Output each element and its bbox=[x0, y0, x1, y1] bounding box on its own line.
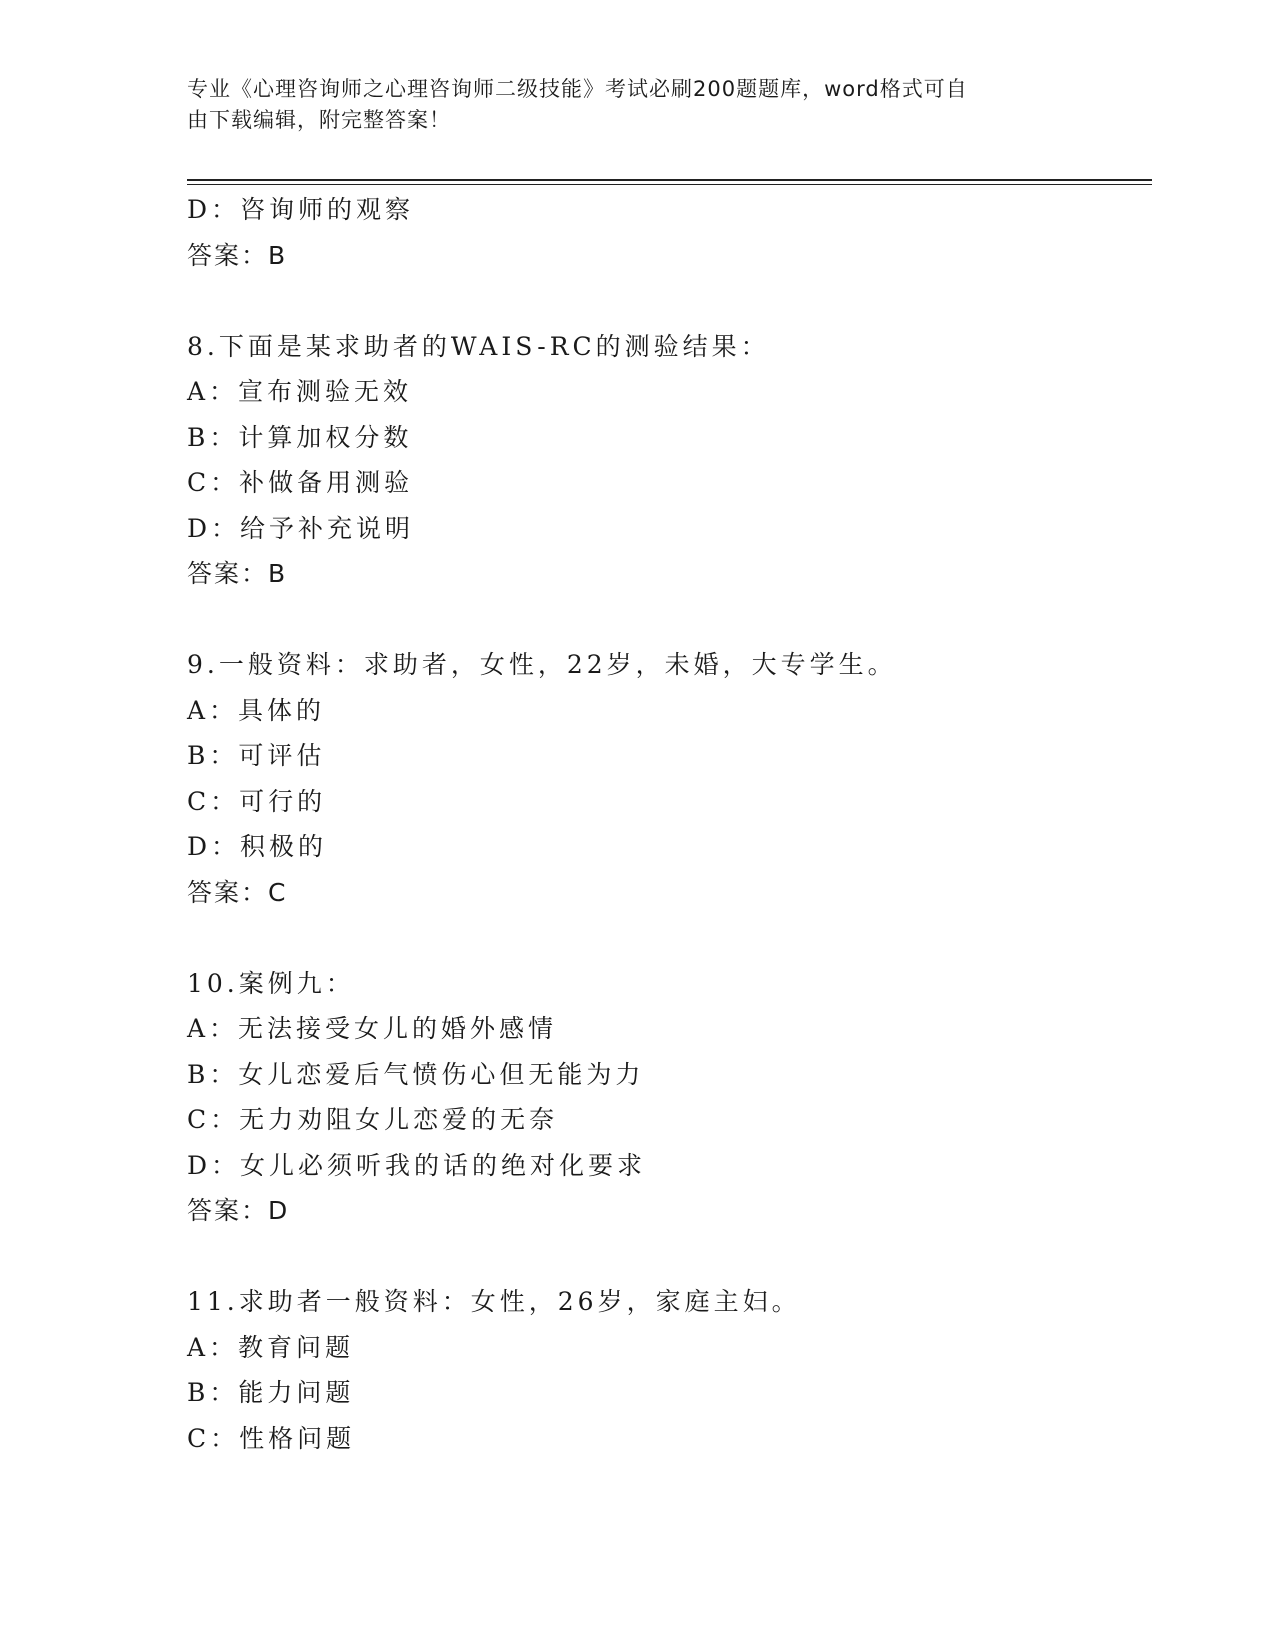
question-8-option-b: B：计算加权分数 bbox=[187, 422, 413, 452]
question-8-option-a: A：宣布测验无效 bbox=[187, 377, 413, 406]
question-8-option-d: D：给予补充说明 bbox=[187, 513, 415, 543]
question-7-answer: 答案：B bbox=[187, 240, 288, 270]
question-9-stem: 9.一般资料：求助者，女性，22岁，未婚，大专学生。 bbox=[187, 650, 897, 679]
question-8-option-c: C：补做备用测验 bbox=[187, 468, 414, 497]
spacer bbox=[187, 1234, 1147, 1280]
spacer bbox=[187, 915, 1147, 961]
question-9-option-b: B：可评估 bbox=[187, 741, 326, 770]
spacer bbox=[187, 278, 1147, 324]
header-line-1: 专业《心理咨询师之心理咨询师二级技能》考试必刷200题题库，word格式可自 bbox=[187, 77, 968, 101]
question-10-answer: 答案：D bbox=[187, 1196, 290, 1225]
question-10-option-a: A：无法接受女儿的婚外感情 bbox=[187, 1014, 558, 1043]
question-8-answer: 答案：B bbox=[187, 559, 288, 588]
header-rule-bottom bbox=[187, 184, 1152, 185]
question-10-option-d: D：女儿必须听我的话的绝对化要求 bbox=[187, 1150, 647, 1180]
question-11-stem: 11.求助者一般资料：女性，26岁，家庭主妇。 bbox=[187, 1287, 801, 1316]
question-9-answer: 答案：C bbox=[187, 877, 288, 907]
question-11-option-b: B：能力问题 bbox=[187, 1378, 355, 1407]
question-10-stem: 10.案例九： bbox=[187, 968, 355, 998]
question-9-option-c: C：可行的 bbox=[187, 786, 327, 816]
question-10-option-c: C：无力劝阻女儿恋爱的无奈 bbox=[187, 1105, 559, 1134]
question-11-option-a: A：教育问题 bbox=[187, 1332, 355, 1362]
question-11-option-c: C：性格问题 bbox=[187, 1423, 356, 1453]
question-9-option-a: A：具体的 bbox=[187, 695, 326, 725]
spacer bbox=[187, 597, 1147, 643]
question-8-stem: 8.下面是某求助者的WAIS-RC的测验结果： bbox=[187, 331, 770, 361]
header-line-2: 由下载编辑，附完整答案！ bbox=[187, 108, 451, 132]
document-header bbox=[187, 74, 1067, 136]
header-rule-top bbox=[187, 179, 1152, 181]
question-10-option-b: B：女儿恋爱后气愤伤心但无能为力 bbox=[187, 1059, 645, 1089]
question-list bbox=[187, 187, 1147, 1461]
question-9-option-d: D：积极的 bbox=[187, 832, 328, 861]
question-7-option-d: D：咨询师的观察 bbox=[187, 195, 415, 224]
